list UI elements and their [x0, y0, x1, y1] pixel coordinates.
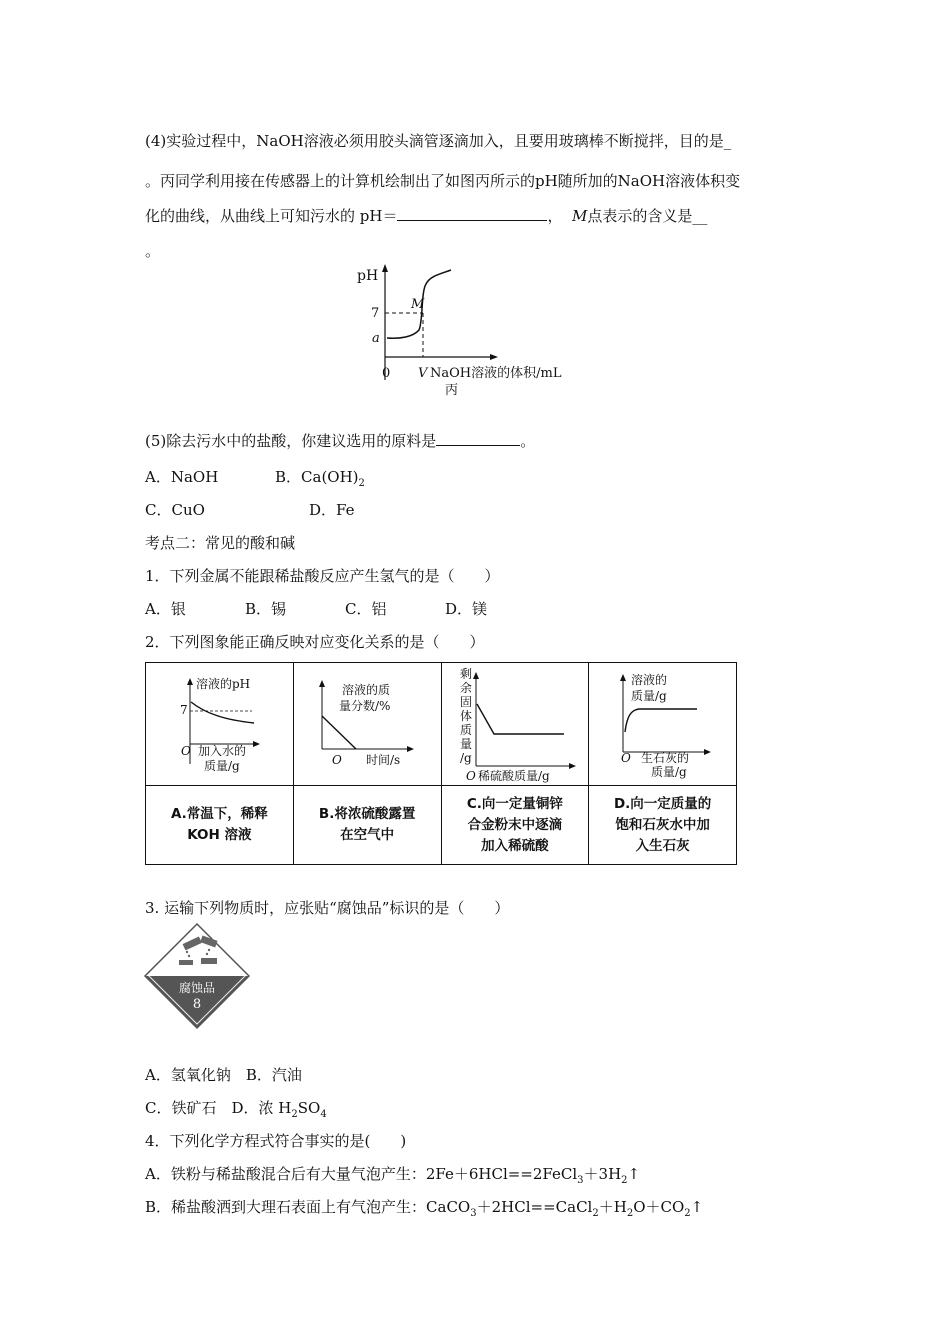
q3-options-cd[interactable]: C．铁矿石 D．浓 $H_2SO_4$	[145, 1099, 327, 1120]
graph-c-origin: O	[465, 768, 476, 783]
graph-d-ylabel-1: 溶液的	[631, 672, 668, 687]
q4-line-3: 化的曲线，从曲线上可知污水的 pH＝ ， M点表示的含义是__	[145, 207, 708, 225]
figure-caption: 丙	[445, 383, 459, 398]
graph-b-xlabel: 时间/s	[365, 752, 400, 767]
caption-b[interactable]: B.将浓硫酸露置 在空气中	[293, 786, 441, 865]
q5-stem: (5)除去污水中的盐酸，你建议选用的原料是 。	[145, 432, 536, 450]
graph-a-ylabel: 溶液的pH	[196, 676, 251, 691]
svg-text:/g: /g	[459, 750, 472, 765]
graph-c-cell	[441, 663, 589, 786]
graph-d-xlabel-1: 生石灰的	[641, 750, 690, 765]
caption-a[interactable]: A.常温下，稀释 KOH 溶液	[146, 786, 294, 865]
graph-d	[589, 664, 735, 785]
graph-d-xlabel-2: 质量/g	[651, 764, 687, 779]
graph-d-cell	[589, 663, 737, 786]
q5-option-d[interactable]: D．Fe	[309, 501, 355, 519]
graph-d-ylabel-2: 质量/g	[631, 688, 667, 703]
caption-d[interactable]: D.向一定质量的 饱和石灰水中加 入生石灰	[589, 786, 737, 865]
svg-text:固: 固	[459, 694, 472, 709]
q5-option-c[interactable]: C．CuO	[145, 501, 205, 519]
q1-option-d[interactable]: D．镁	[445, 600, 488, 618]
y-axis-label: pH	[357, 268, 379, 284]
q3-options-ab[interactable]: A．氢氧化钠 B．汽油	[145, 1066, 302, 1084]
graph-a-curve	[191, 702, 254, 723]
ph-answer-blank[interactable]	[397, 206, 547, 221]
graph-c-line	[477, 704, 564, 734]
graph-c	[442, 664, 588, 785]
graph-a	[146, 664, 292, 785]
graph-d-curve	[625, 709, 697, 732]
graph-b-line	[322, 716, 356, 749]
q5-answer-blank[interactable]	[436, 431, 520, 446]
svg-text:质: 质	[459, 722, 472, 737]
graph-c-ylabel	[460, 667, 472, 765]
q1-stem: 1．下列金属不能跟稀盐酸反应产生氢气的是（ ）	[145, 567, 500, 585]
svg-text:剩: 剩	[459, 666, 472, 681]
graph-d-origin: O	[621, 750, 632, 765]
x-axis-label: NaOH溶液的体积/mL	[430, 366, 562, 381]
section-title: 考点二：常见的酸和碱	[145, 534, 296, 552]
q3-stem: 3. 运输下列物质时，应张贴“腐蚀品”标识的是（ ）	[145, 899, 510, 917]
y-tick-7: 7	[371, 306, 380, 321]
y-tick-a: a	[372, 331, 380, 346]
y-arrow	[382, 264, 388, 272]
q4-line-2: 。丙同学利用接在传感器上的计算机绘制出了如图丙所示的pH随所加的NaOH溶液体积变	[145, 172, 741, 190]
q2-stem: 2．下列图象能正确反映对应变化关系的是（ ）	[145, 633, 485, 651]
svg-text:余: 余	[459, 680, 472, 695]
corrosive-sign	[143, 922, 251, 1030]
q4-line-1: (4)实验过程中，NaOH溶液必须用胶头滴管逐滴加入，且要用玻璃棒不断搅拌，目的是_	[145, 132, 732, 150]
sign-number: 8	[192, 997, 202, 1012]
q5-options-ab	[145, 466, 365, 489]
graph-b-origin: O	[331, 752, 342, 767]
q4b-option-a[interactable]: A．铁粉与稀盐酸混合后有大量气泡产生：$2Fe+6HCl==2FeCl_3+3H_2↑$	[145, 1165, 641, 1186]
point-m-label: M	[411, 297, 425, 312]
q4b-option-b[interactable]: B．稀盐酸洒到大理石表面上有气泡产生：$CaCO_3+2HCl==CaCl_2+H_2O+CO_2↑$	[145, 1198, 704, 1219]
graph-a-xlabel-2: 质量/g	[204, 758, 240, 773]
q2-graph-table	[145, 662, 737, 865]
q1-option-a[interactable]: A．银	[145, 600, 186, 618]
q1-option-b[interactable]: B．锡	[245, 600, 287, 618]
q5-option-a[interactable]: A．NaOH	[145, 468, 219, 486]
svg-text:体: 体	[459, 708, 472, 723]
q5-options-cd	[145, 499, 355, 520]
q1-options	[145, 598, 488, 619]
q1-option-c[interactable]: C．铝	[345, 600, 387, 618]
x-arrow	[490, 354, 498, 360]
graph-b-ylabel-1: 溶液的质	[341, 682, 390, 697]
q4-line-4: 。	[145, 242, 161, 260]
graph-b-cell	[293, 663, 441, 786]
graph-c-xlabel: 稀硫酸质量/g	[477, 768, 550, 783]
graph-b	[294, 664, 440, 785]
x-tick-v: V	[418, 366, 428, 381]
graph-a-tick-7: 7	[180, 702, 188, 717]
svg-text:量: 量	[459, 736, 472, 751]
graph-a-cell	[146, 663, 294, 786]
graph-a-xlabel-1: 加入水的	[198, 743, 247, 758]
sign-label: 腐蚀品	[178, 981, 216, 995]
origin-label: 0	[382, 366, 391, 381]
graph-b-ylabel-2: 量分数/%	[338, 698, 391, 713]
caption-c[interactable]: C.向一定量铜锌 合金粉末中逐滴 加入稀硫酸	[441, 786, 589, 865]
graph-a-origin: O	[181, 743, 191, 758]
q4b-stem: 4．下列化学方程式符合事实的是( )	[145, 1132, 407, 1150]
figure-bing	[355, 262, 605, 402]
q5-option-b[interactable]: B．$Ca(OH)_2$	[275, 468, 365, 489]
